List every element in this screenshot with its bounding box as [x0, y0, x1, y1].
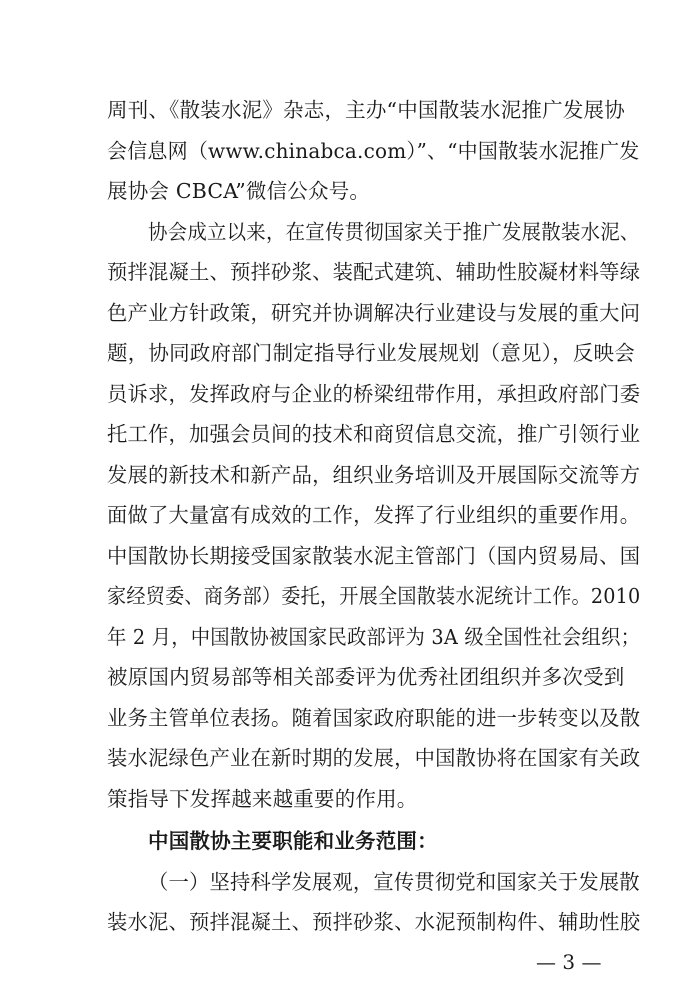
text-line-21: 装水泥、预拌混凝土、预拌砂浆、水泥预制构件、辅助性胶	[107, 910, 641, 934]
text-line-2: 会信息网（www.chinabca.com）”、“中国散装水泥推广发	[107, 139, 640, 163]
text-line-4: 协会成立以来，在宣传贯彻国家关于推广发展散装水泥、	[148, 220, 640, 244]
page-number: — 3 —	[536, 950, 602, 974]
text-line-17: 装水泥绿色产业在新时期的发展，中国散协将在国家有关政	[107, 746, 641, 770]
text-line-10: 发展的新技术和新产品，组织业务培训及开展国际交流等方	[107, 463, 641, 487]
text-line-15: 被原国内贸易部等相关部委评为优秀社团组织并多次受到	[107, 665, 625, 689]
text-line-16: 业务主管单位表扬。随着国家政府职能的进一步转变以及散	[107, 706, 641, 730]
text-line-11: 面做了大量富有成效的工作，发挥了行业组织的重要作用。	[107, 503, 641, 527]
text-line-8: 员诉求，发挥政府与企业的桥梁纽带作用，承担政府部门委	[107, 382, 641, 406]
text-line-1: 周刊、《散装水泥》杂志，主办“中国散装水泥推广发展协	[107, 98, 625, 122]
text-line-12: 中国散协长期接受国家散装水泥主管部门（国内贸易局、国	[107, 544, 641, 568]
section-heading: 中国散协主要职能和业务范围：	[148, 829, 438, 853]
text-line-7: 题，协同政府部门制定指导行业发展规划（意见），反映会	[107, 341, 635, 365]
text-line-13: 家经贸委、商务部）委托，开展全国散装水泥统计工作。2010	[107, 584, 641, 608]
text-line-5: 预拌混凝土、预拌砂浆、装配式建筑、辅助性胶凝材料等绿	[107, 260, 641, 284]
text-line-9: 托工作，加强会员间的技术和商贸信息交流，推广引领行业	[107, 422, 641, 446]
text-line-20: （一）坚持科学发展观，宣传贯彻党和国家关于发展散	[148, 870, 640, 894]
text-line-3: 展协会 CBCA”微信公众号。	[107, 179, 371, 203]
text-line-14: 年 2 月，中国散协被国家民政部评为 3A 级全国性社会组织；	[107, 625, 641, 649]
text-line-18: 策指导下发挥越来越重要的作用。	[107, 787, 418, 811]
text-line-6: 色产业方针政策，研究并协调解决行业建设与发展的重大问	[107, 301, 641, 325]
